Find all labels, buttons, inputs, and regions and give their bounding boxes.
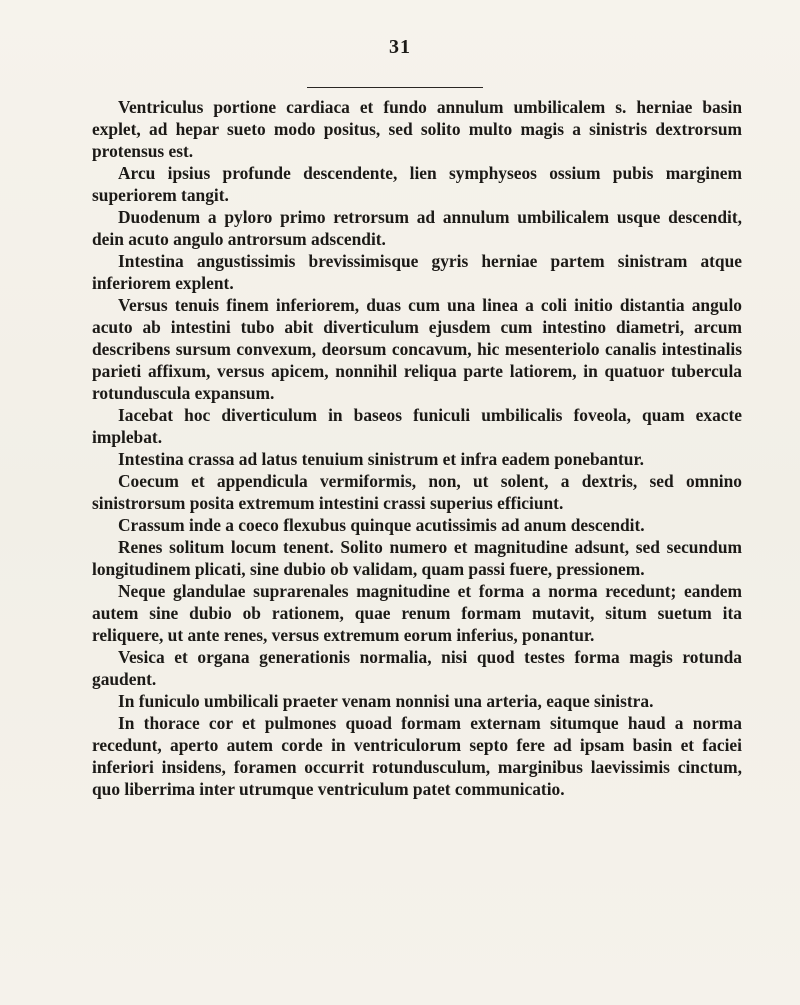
paragraph-funiculo: In funiculo umbilicali praeter venam nonnisi una arteria, eaque sinistra. (118, 691, 654, 711)
paragraph-intestina-angustissimis: Intestina angustissimis brevissimisque gyris herniae partem sinistram atque inferiorem explent. (92, 251, 742, 293)
paragraph-glandulae: Neque glandulae suprarenales magnitudine et forma a norma recedunt; eandem autem sine dubio ob rationem, quae renum formam mutavit, situm suetum ita reliquere, ut ante renes, versus extremum eorum inferius, ponantur. (92, 581, 742, 645)
page-number: 31 (389, 36, 411, 58)
body-text (92, 96, 742, 800)
paragraph-crassum: Crassum inde a coeco flexubus quinque acutissimis ad anum descendit. (118, 515, 645, 535)
paragraph-iacebat: Iacebat hoc diverticulum in baseos funiculi umbilicalis foveola, quam exacte implebat. (92, 405, 742, 447)
paragraph-versus-tenuis: Versus tenuis finem inferiorem, duas cum una linea a coli initio distantia angulo acuto ab intestini tubo abit diverticulum ejusdem cum intestino diametri, arcum describens sursum convexum, deorsum concavum, hic mesenteriolo canalis intestinalis parieti affixum, versus apicem, nonnihil reliqua parte latiorem, in quatuor tubercula rotunduscula expansum. (92, 295, 742, 403)
paragraph-thorace: In thorace cor et pulmones quoad formam externam situmque haud a norma recedunt, aperto autem corde in ventriculorum septo fere ad ipsam basin et faciei inferiori insidens, foramen occurrit rotundusculum, marginibus laevissimis cinctum, quo liberrima inter utrumque ventriculum patet communicatio. (92, 713, 742, 799)
header-rule (307, 87, 483, 88)
paragraph-renes: Renes solitum locum tenent. Solito numero et magnitudine adsunt, sed secundum longitudinem plicati, sine dubio ob validam, quam passi fuere, pressionem. (92, 537, 742, 579)
paragraph-ventriculus: Ventriculus portione cardiaca et fundo annulum umbilicalem s. herniae basin explet, ad hepar sueto modo positus, sed solito multo magis a sinistris dextrorsum protensus est. (92, 97, 742, 161)
paragraph-intestina-crassa: Intestina crassa ad latus tenuium sinistrum et infra eadem ponebantur. (118, 449, 644, 469)
paragraph-coecum: Coecum et appendicula vermiformis, non, ut solent, a dextris, sed omnino sinistrorsum posita extremum intestini crassi superius efficiunt. (92, 471, 742, 513)
paragraph-vesica: Vesica et organa generationis normalia, nisi quod testes forma magis rotunda gaudent. (92, 647, 742, 689)
paragraph-arcu: Arcu ipsius profunde descendente, lien symphyseos ossium pubis marginem superiorem tangit. (92, 163, 742, 205)
paragraph-duodenum: Duodenum a pyloro primo retrorsum ad annulum umbilicalem usque descendit, dein acuto angulo antrorsum adscendit. (92, 207, 742, 249)
